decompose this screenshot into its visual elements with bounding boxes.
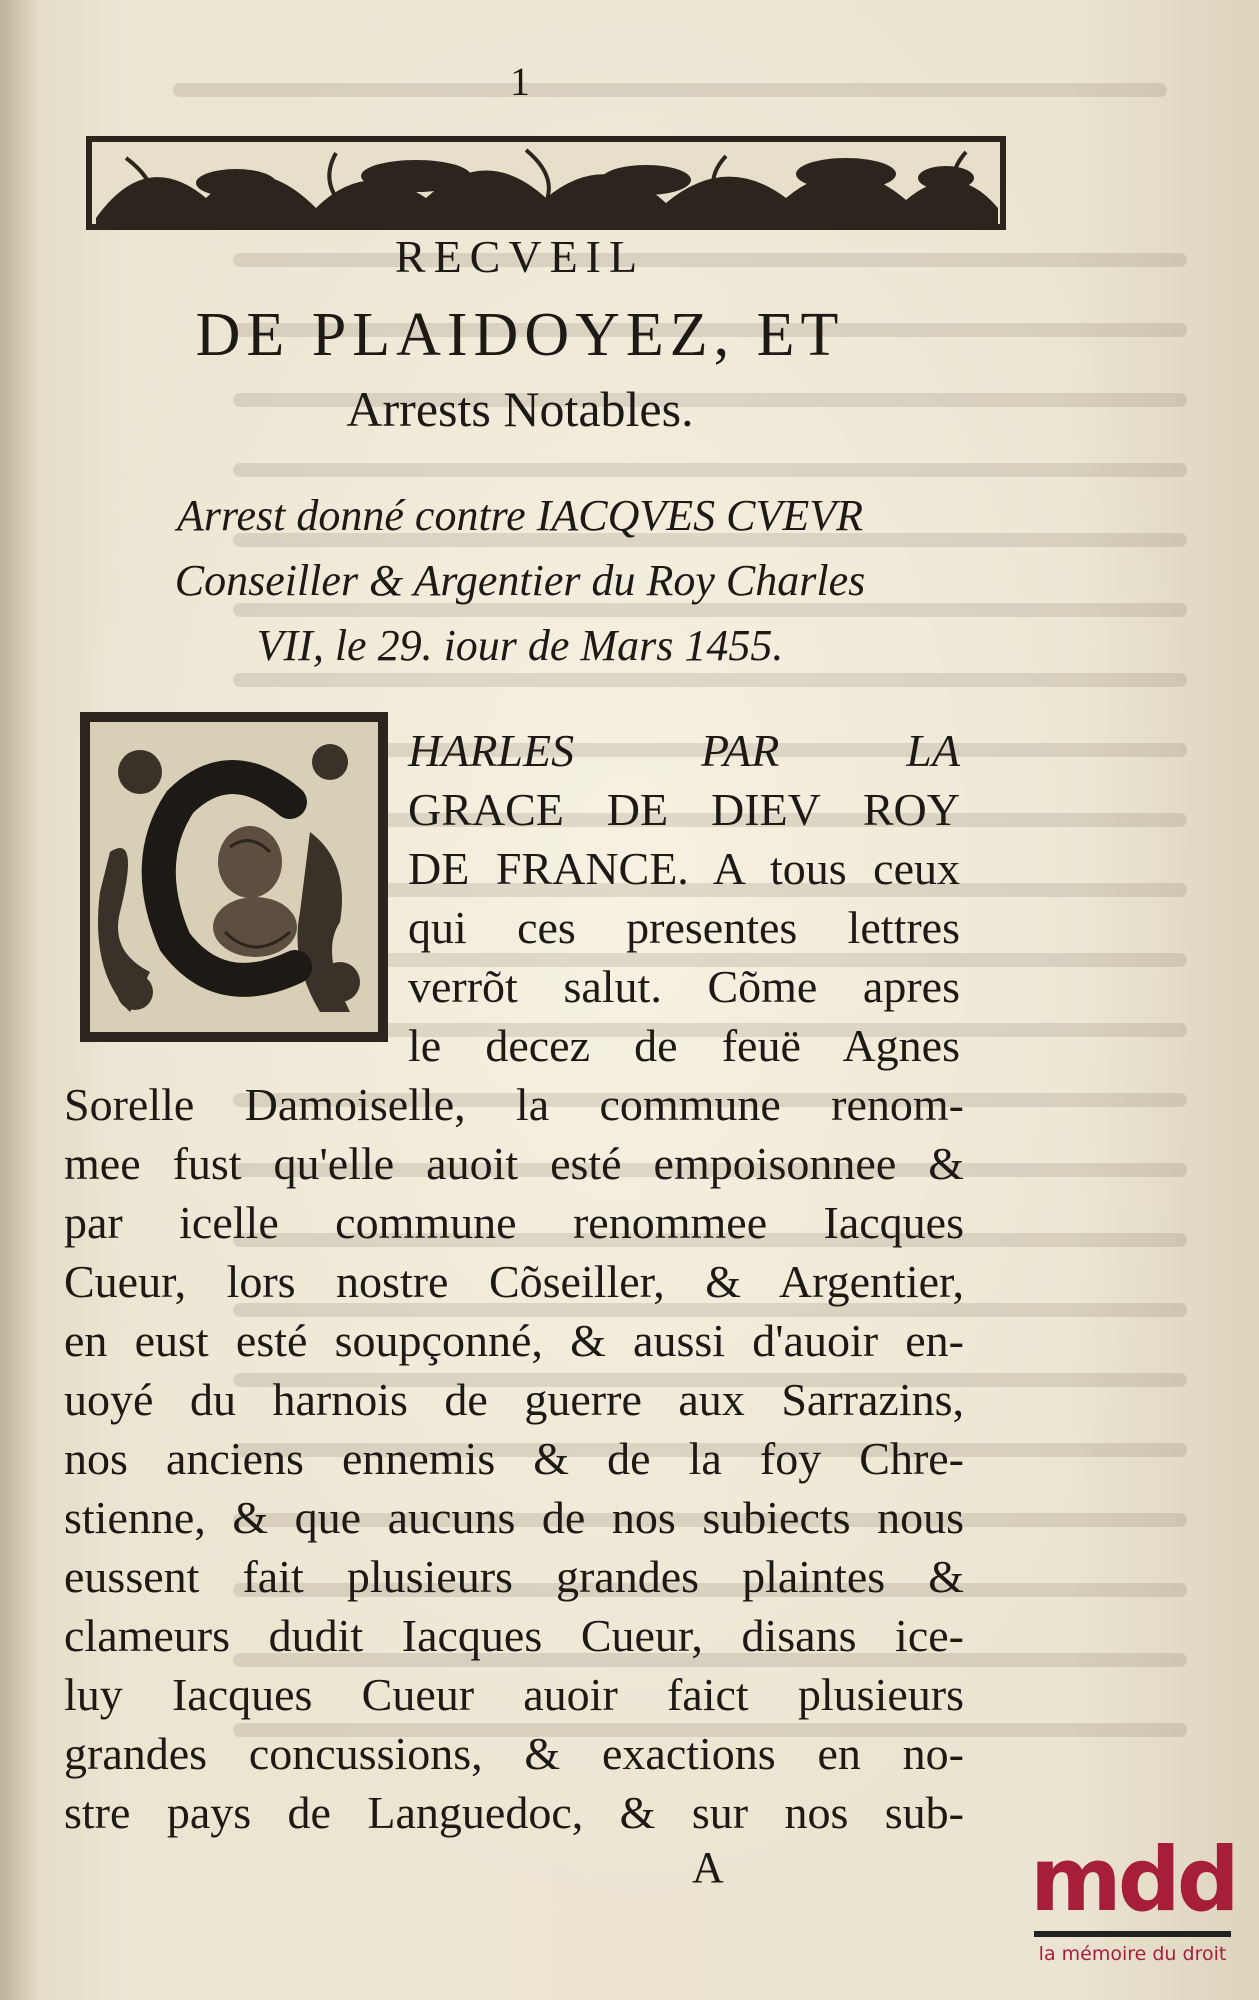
text-line-13: stre pays de Languedoc, & sur nos sub-	[64, 1787, 964, 1838]
subtitle-line-3: VII, le 29. iour de Mars 1455.	[256, 621, 784, 670]
text-line-2: mee fust qu'elle auoit esté empoisonnee &	[64, 1138, 964, 1189]
page-number: 1	[510, 59, 530, 104]
text-line-indented-6: le decez de feuë Agnes	[408, 1020, 960, 1071]
title-arrests: Arrests Notables.	[346, 381, 694, 437]
title-plaidoyez: DE PLAIDOYEZ, ET	[195, 301, 845, 369]
text-line-9: eussent fait plusieurs grandes plaintes &	[64, 1551, 964, 1602]
mdd-watermark	[1030, 1828, 1236, 1985]
mdd-tagline: la mémoire du droit	[1038, 1943, 1227, 1965]
text-line-indented-2: GRACE DE DIEV ROY	[408, 784, 960, 835]
text-line-6: uoyé du harnois de guerre aux Sarrazins,	[64, 1374, 964, 1425]
text-line-11: luy Iacques Cueur auoir faict plusieurs	[64, 1669, 964, 1720]
woodcut-headpiece-icon	[86, 128, 1006, 238]
text-line-indented-5: verrõt salut. Cõme apres	[408, 961, 960, 1012]
text-line-indented-1: HARLES PAR LA	[408, 725, 960, 776]
text-line-indented-4: qui ces presentes lettres	[408, 902, 960, 953]
text-line-10: clameurs dudit Iacques Cueur, disans ice-	[64, 1610, 964, 1661]
mdd-logo: mdd	[1030, 1828, 1236, 1931]
subtitle-line-1: Arrest donné contre IACQVES CVEVR	[177, 491, 863, 540]
signature-mark: A	[692, 1843, 724, 1892]
text-line-7: nos anciens ennemis & de la foy Chre-	[64, 1433, 964, 1484]
subtitle-line-2: Conseiller & Argentier du Roy Charles	[174, 556, 866, 605]
text-line-12: grandes concussions, & exactions en no-	[64, 1728, 964, 1779]
text-line-3: par icelle commune renommee Iacques	[64, 1197, 964, 1248]
text-line-indented-3: DE FRANCE. A tous ceux	[408, 843, 960, 894]
mdd-rule	[1034, 1931, 1231, 1937]
title-recueil: RECVEIL	[394, 231, 646, 282]
text-line-5: en eust esté soupçonné, & aussi d'auoir en-	[64, 1315, 964, 1366]
text-line-1: Sorelle Damoiselle, la commune renom-	[64, 1079, 964, 1130]
woodcut-initial-c-icon	[80, 712, 388, 1042]
text-line-8: stienne, & que aucuns de nos subiects nous	[64, 1492, 964, 1543]
text-line-4: Cueur, lors nostre Cõseiller, & Argentier,	[64, 1256, 964, 1307]
